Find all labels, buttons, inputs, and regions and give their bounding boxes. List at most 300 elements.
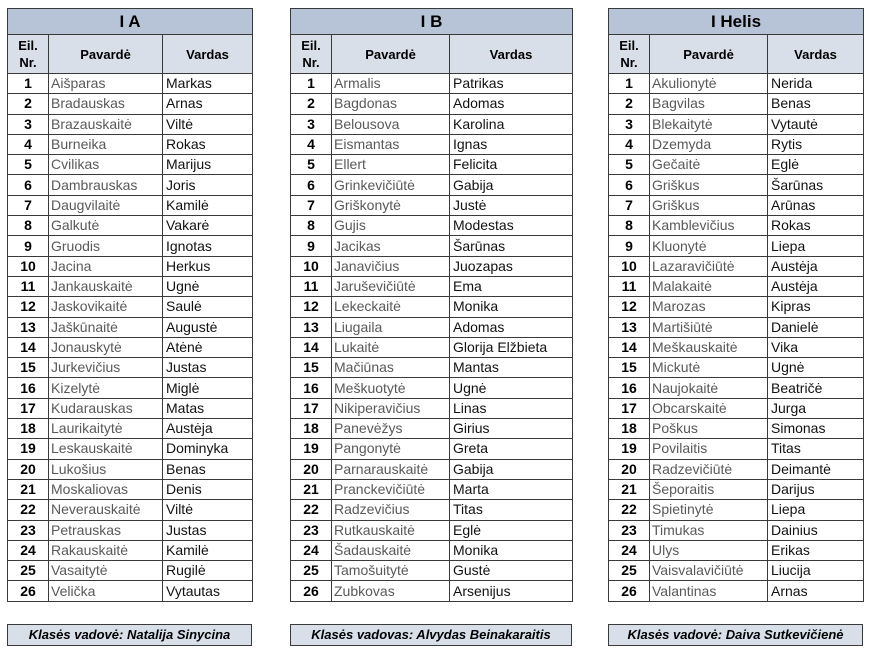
student-surname: Bagdonas [332,94,450,114]
student-number: 18 [291,419,332,439]
student-number: 10 [609,256,650,276]
student-name: Adomas [450,317,573,337]
student-name: Darijus [768,479,864,499]
student-row [8,256,253,276]
student-surname: Meškuotytė [332,378,450,398]
student-name: Karolina [450,114,573,134]
student-row [291,256,573,276]
student-surname: Burneika [49,134,163,154]
student-row [8,337,253,357]
student-row [8,155,253,175]
student-row [291,276,573,296]
student-number: 9 [291,236,332,256]
student-surname: Jaskovikaitė [49,297,163,317]
student-surname: Pranckevičiūtė [332,479,450,499]
student-surname: Parnarauskaitė [332,459,450,479]
student-surname: Šeporaitis [650,479,768,499]
student-number: 11 [609,276,650,296]
student-surname: Valantinas [650,581,768,601]
student-row [609,74,864,94]
student-number: 2 [8,94,49,114]
student-row [8,297,253,317]
student-row [609,155,864,175]
student-name: Arnas [768,581,864,601]
class-title: I A [8,9,253,35]
student-surname: Jonauskytė [49,337,163,357]
student-number: 5 [609,155,650,175]
student-surname: Griškus [650,175,768,195]
student-number: 20 [8,459,49,479]
student-surname: Ulys [650,540,768,560]
student-number: 19 [8,439,49,459]
student-name: Viltė [163,500,253,520]
student-row [8,439,253,459]
student-row [609,195,864,215]
student-row [609,520,864,540]
student-number: 4 [291,134,332,154]
student-surname: Kizelytė [49,378,163,398]
student-surname: Cvilikas [49,155,163,175]
student-surname: Vaisvalavičiūtė [650,561,768,581]
student-row [609,358,864,378]
student-row [609,479,864,499]
student-number: 18 [8,419,49,439]
student-name: Nerida [768,74,864,94]
student-number: 13 [609,317,650,337]
student-number: 13 [291,317,332,337]
student-name: Ignotas [163,236,253,256]
header-nr: Eil. Nr. [609,35,650,74]
student-name: Simonas [768,419,864,439]
student-surname: Akulionytė [650,74,768,94]
student-row [8,134,253,154]
student-number: 14 [291,337,332,357]
student-surname: Vasaitytė [49,561,163,581]
student-name: Vytautė [768,114,864,134]
student-number: 16 [291,378,332,398]
student-number: 9 [8,236,49,256]
student-surname: Gujis [332,216,450,236]
student-surname: Galkutė [49,216,163,236]
student-name: Patrikas [450,74,573,94]
student-row [609,216,864,236]
student-surname: Jaškūnaitė [49,317,163,337]
student-name: Dainius [768,520,864,540]
student-row [8,236,253,256]
student-number: 21 [609,479,650,499]
header-surname: Pavardė [650,35,768,74]
student-name: Mantas [450,358,573,378]
student-number: 5 [8,155,49,175]
student-row [8,216,253,236]
class-teacher-ihelis: Klasės vadovė: Daiva Sutkevičienė [608,624,863,646]
student-surname: Aišparas [49,74,163,94]
student-name: Erikas [768,540,864,560]
header-name: Vardas [163,35,253,74]
student-name: Felicita [450,155,573,175]
student-name: Girius [450,419,573,439]
student-name: Justas [163,358,253,378]
student-surname: Jurkevičius [49,358,163,378]
student-surname: Armalis [332,74,450,94]
student-surname: Laurikaitytė [49,419,163,439]
student-number: 16 [609,378,650,398]
student-number: 14 [609,337,650,357]
student-row [291,398,573,418]
student-row [291,581,573,601]
header-surname: Pavardė [332,35,450,74]
student-name: Austėja [163,419,253,439]
student-name: Danielė [768,317,864,337]
student-name: Modestas [450,216,573,236]
student-name: Liucija [768,561,864,581]
student-surname: Lukaitė [332,337,450,357]
student-row [609,317,864,337]
student-row [8,276,253,296]
student-name: Beatričė [768,378,864,398]
student-name: Miglė [163,378,253,398]
student-surname: Blekaitytė [650,114,768,134]
student-row [291,500,573,520]
student-name: Ugnė [450,378,573,398]
student-surname: Kudarauskas [49,398,163,418]
student-name: Kamilė [163,195,253,215]
student-number: 18 [609,419,650,439]
class-teacher-ia: Klasės vadovė: Natalija Sinycina [7,624,252,646]
student-name: Justas [163,520,253,540]
student-name: Augustė [163,317,253,337]
student-number: 7 [8,195,49,215]
student-number: 1 [291,74,332,94]
student-name: Vytautas [163,581,253,601]
student-name: Titas [768,439,864,459]
header-surname: Pavardė [49,35,163,74]
student-name: Rokas [163,134,253,154]
student-surname: Gruodis [49,236,163,256]
student-number: 11 [8,276,49,296]
student-row [291,74,573,94]
student-surname: Grinkevičiūtė [332,175,450,195]
student-row [8,581,253,601]
student-surname: Daugvilaitė [49,195,163,215]
student-name: Herkus [163,256,253,276]
student-name: Rytis [768,134,864,154]
student-row [8,419,253,439]
student-surname: Pangonytė [332,439,450,459]
student-number: 3 [291,114,332,134]
student-number: 20 [609,459,650,479]
student-number: 22 [8,500,49,520]
student-number: 8 [291,216,332,236]
student-name: Arsenijus [450,581,573,601]
student-number: 10 [8,256,49,276]
student-number: 23 [8,520,49,540]
student-surname: Bagvilas [650,94,768,114]
student-surname: Griškus [650,195,768,215]
student-surname: Eismantas [332,134,450,154]
student-surname: Dzemyda [650,134,768,154]
student-row [609,378,864,398]
student-name: Jurga [768,398,864,418]
student-number: 6 [609,175,650,195]
student-row [291,134,573,154]
student-row [291,337,573,357]
student-name: Dominyka [163,439,253,459]
student-surname: Rakauskaitė [49,540,163,560]
student-name: Marta [450,479,573,499]
student-name: Saulė [163,297,253,317]
student-surname: Malakaitė [650,276,768,296]
student-row [291,459,573,479]
student-row [291,520,573,540]
student-number: 7 [291,195,332,215]
student-name: Eglė [450,520,573,540]
student-surname: Jankauskaitė [49,276,163,296]
student-number: 22 [291,500,332,520]
student-number: 15 [8,358,49,378]
student-row [609,94,864,114]
student-number: 12 [291,297,332,317]
student-name: Vika [768,337,864,357]
student-name: Gustė [450,561,573,581]
student-number: 26 [8,581,49,601]
student-name: Titas [450,500,573,520]
roster-table [290,8,573,602]
student-row [609,134,864,154]
student-row [609,459,864,479]
student-name: Ugnė [163,276,253,296]
student-surname: Ellert [332,155,450,175]
student-surname: Zubkovas [332,581,450,601]
student-name: Arūnas [768,195,864,215]
class-title: I B [291,9,573,35]
student-name: Monika [450,297,573,317]
roster-body [609,74,864,602]
student-name: Austėja [768,276,864,296]
student-name: Arnas [163,94,253,114]
student-row [291,561,573,581]
student-row [8,479,253,499]
student-row [609,236,864,256]
student-surname: Griškonytė [332,195,450,215]
student-name: Deimantė [768,459,864,479]
student-name: Markas [163,74,253,94]
student-name: Monika [450,540,573,560]
student-number: 3 [8,114,49,134]
student-surname: Dambrauskas [49,175,163,195]
student-name: Eglė [768,155,864,175]
student-row [8,459,253,479]
student-surname: Kluonytė [650,236,768,256]
student-row [8,317,253,337]
student-surname: Lekeckaitė [332,297,450,317]
class-table-ihelis [608,8,864,602]
student-row [291,114,573,134]
student-name: Kipras [768,297,864,317]
student-row [291,195,573,215]
student-row [291,297,573,317]
student-number: 26 [609,581,650,601]
student-number: 25 [609,561,650,581]
student-surname: Jacina [49,256,163,276]
student-surname: Meškauskaitė [650,337,768,357]
student-number: 3 [609,114,650,134]
student-row [609,297,864,317]
student-row [291,216,573,236]
student-row [8,520,253,540]
student-surname: Janavičius [332,256,450,276]
student-number: 24 [291,540,332,560]
header-nr: Eil. Nr. [291,35,332,74]
student-name: Rugilė [163,561,253,581]
student-number: 24 [609,540,650,560]
student-row [609,419,864,439]
student-row [609,398,864,418]
student-row [8,540,253,560]
student-number: 7 [609,195,650,215]
student-name: Adomas [450,94,573,114]
student-number: 10 [291,256,332,276]
student-number: 14 [8,337,49,357]
student-number: 26 [291,581,332,601]
student-surname: Radzevičiūtė [650,459,768,479]
roster-table [7,8,253,602]
student-number: 2 [291,94,332,114]
student-surname: Panevėžys [332,419,450,439]
student-name: Kamilė [163,540,253,560]
student-surname: Timukas [650,520,768,540]
student-number: 13 [8,317,49,337]
student-row [291,378,573,398]
student-surname: Tamošuitytė [332,561,450,581]
student-surname: Martišiūtė [650,317,768,337]
student-name: Rokas [768,216,864,236]
student-row [291,479,573,499]
roster-body [8,74,253,602]
student-number: 8 [609,216,650,236]
student-number: 25 [8,561,49,581]
student-surname: Radzevičius [332,500,450,520]
student-row [291,317,573,337]
student-name: Šarūnas [450,236,573,256]
student-surname: Gečaitė [650,155,768,175]
student-number: 4 [8,134,49,154]
student-name: Greta [450,439,573,459]
student-number: 16 [8,378,49,398]
student-surname: Jacikas [332,236,450,256]
student-number: 20 [291,459,332,479]
student-number: 22 [609,500,650,520]
student-row [8,74,253,94]
header-nr: Eil. Nr. [8,35,49,74]
student-row [609,175,864,195]
student-number: 5 [291,155,332,175]
student-number: 9 [609,236,650,256]
student-name: Vakarė [163,216,253,236]
student-surname: Petrauskas [49,520,163,540]
student-surname: Mačiūnas [332,358,450,378]
student-name: Glorija Elžbieta [450,337,573,357]
student-number: 1 [609,74,650,94]
student-row [609,561,864,581]
student-name: Benas [163,459,253,479]
student-surname: Liugaila [332,317,450,337]
class-table-ib [290,8,573,602]
student-row [291,540,573,560]
student-surname: Povilaitis [650,439,768,459]
student-surname: Velička [49,581,163,601]
student-surname: Mickutė [650,358,768,378]
student-number: 1 [8,74,49,94]
student-name: Gabija [450,175,573,195]
student-number: 15 [609,358,650,378]
student-name: Ema [450,276,573,296]
student-name: Ugnė [768,358,864,378]
student-number: 23 [291,520,332,540]
student-row [291,358,573,378]
header-name: Vardas [768,35,864,74]
student-row [609,256,864,276]
student-row [8,94,253,114]
student-surname: Jaruševičiūtė [332,276,450,296]
student-row [291,155,573,175]
student-name: Linas [450,398,573,418]
student-row [609,439,864,459]
student-number: 15 [291,358,332,378]
student-name: Liepa [768,500,864,520]
student-name: Šarūnas [768,175,864,195]
student-name: Liepa [768,236,864,256]
student-row [609,276,864,296]
student-surname: Leskauskaitė [49,439,163,459]
roster-table [608,8,864,602]
class-table-ia [7,8,253,602]
student-number: 17 [291,398,332,418]
student-number: 21 [291,479,332,499]
student-surname: Rutkauskaitė [332,520,450,540]
student-name: Benas [768,94,864,114]
student-surname: Moskaliovas [49,479,163,499]
student-number: 8 [8,216,49,236]
student-name: Ignas [450,134,573,154]
student-row [8,398,253,418]
student-row [8,114,253,134]
student-surname: Kamblevičius [650,216,768,236]
student-name: Matas [163,398,253,418]
class-teacher-ib: Klasės vadovas: Alvydas Beinakaraitis [290,624,572,646]
student-name: Justė [450,195,573,215]
student-row [8,358,253,378]
student-row [8,175,253,195]
student-number: 12 [8,297,49,317]
student-surname: Poškus [650,419,768,439]
student-name: Viltė [163,114,253,134]
student-row [291,439,573,459]
student-number: 4 [609,134,650,154]
student-number: 12 [609,297,650,317]
student-number: 2 [609,94,650,114]
header-name: Vardas [450,35,573,74]
student-row [8,500,253,520]
student-row [609,114,864,134]
student-surname: Belousova [332,114,450,134]
student-surname: Obcarskaitė [650,398,768,418]
student-surname: Spietinytė [650,500,768,520]
student-surname: Bradauskas [49,94,163,114]
student-number: 6 [291,175,332,195]
student-surname: Brazauskaitė [49,114,163,134]
student-row [8,561,253,581]
